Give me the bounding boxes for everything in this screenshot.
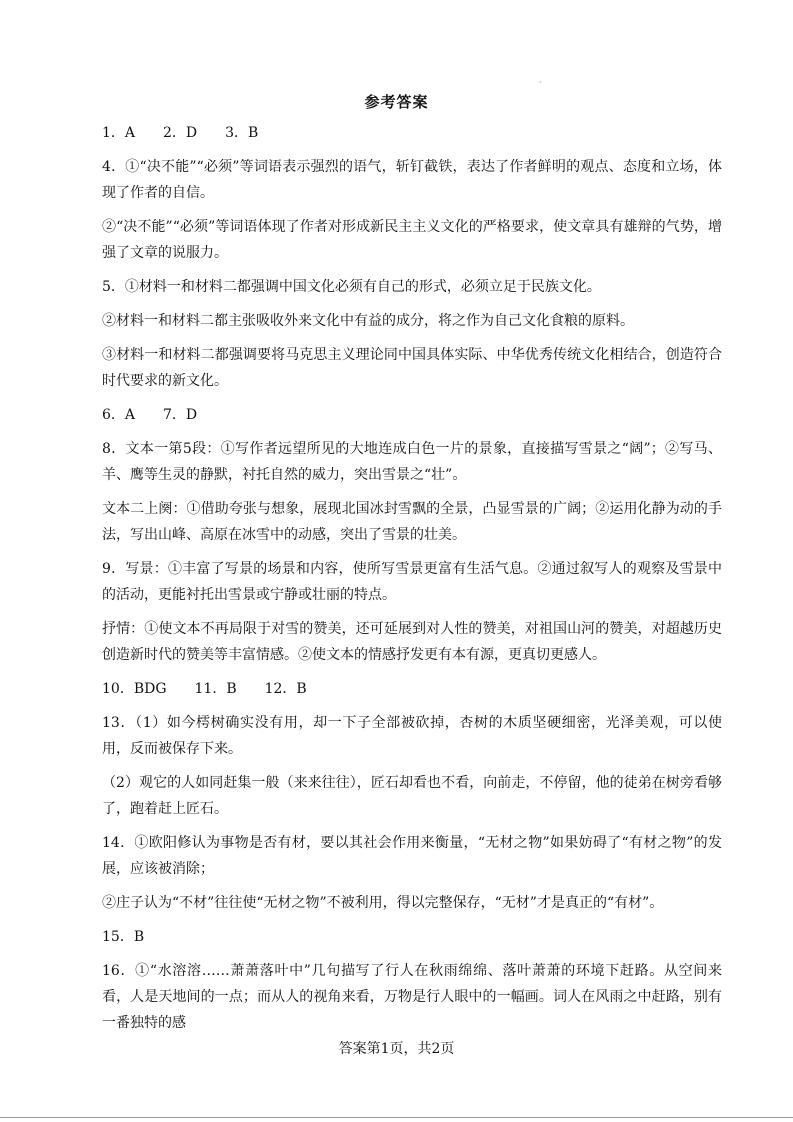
- answer-line-10-12: 10．BDG 11．B 12．B: [102, 681, 307, 697]
- answer-16-part-1: 16．①“水溶溶……萧萧落叶中”几句描写了行人在秋雨绵绵、落叶萧萧的环境下赶路。从空间来看，人是天地间的一点；而从人的视角来看，万物是行人眼中的一幅画。词人在风雨之中赶路，别有一番独特的感: [102, 963, 722, 1031]
- answer-13-part-1: 13．（1）如今樗树确实没有用，却一下子全部被砍掉，杏树的木质坚硬细密，光泽美观，可以使用，反而被保存下来。: [102, 715, 722, 757]
- answer-14-part-1: 14．①欧阳修认为事物是否有材，要以其社会作用来衡量，“无材之物”如果妨碍了“有材之物”的发展，应该被消除；: [102, 835, 722, 877]
- answer-8-text-1: 8．文本一第5段：①写作者远望所见的大地连成白色一片的景象，直接描写雪景之“阔”；②写马、羊、鹰等生灵的静默，衬托自然的威力，突出雪景之“壮”。: [102, 441, 722, 483]
- answer-15: 15．B: [102, 929, 145, 945]
- page-title: 参考答案: [364, 93, 429, 111]
- answer-5-part-1: 5．①材料一和材料二都强调中国文化必须有自己的形式，必须立足于民族文化。: [102, 279, 601, 295]
- answer-5-part-2: ②材料一和材料二都主张吸收外来文化中有益的成分，将之作为自己文化食粮的原料。: [102, 313, 634, 329]
- answer-13-part-2: （2）观它的人如同赶集一般（来来往往），匠石却看也不看，向前走，不停留，他的徒弟在树旁看够了，跑着赶上匠石。: [102, 775, 722, 817]
- answer-4-part-1: 4．①“决不能”“必须”等词语表示强烈的语气，斩钉截铁，表达了作者鲜明的观点、态度和立场，体现了作者的自信。: [102, 159, 722, 201]
- answer-14-part-2: ②庄子认为“不材”往往使“无材之物”不被利用，得以完整保存，“无材”才是真正的“有材”。: [102, 895, 664, 911]
- answer-9-emotion: 抒情：①使文本不再局限于对雪的赞美，还可延展到对人性的赞美，对祖国山河的赞美，对超越历史创造新时代的赞美等丰富情感。②使文本的情感抒发更有本有源，更真切更感人。: [102, 621, 722, 663]
- answer-content: [102, 120, 722, 1044]
- page-mark: ·: [539, 78, 542, 87]
- page-footer: 答案第1页，共2页: [338, 1041, 455, 1057]
- answer-5-part-3: ③材料一和材料二都强调要将马克思主义理论同中国具体实际、中华优秀传统文化相结合，创造符合时代要求的新文化。: [102, 347, 722, 389]
- bottom-divider: [0, 1117, 793, 1118]
- answer-line-6-7: 6．A 7．D: [102, 407, 198, 423]
- answer-9-scenery: 9．写景：①丰富了写景的场景和内容，使所写雪景更富有生活气息。②通过叙写人的观察及雪景中的活动，更能衬托出雪景或宁静或壮丽的特点。: [102, 561, 722, 603]
- answer-8-text-2: 文本二上阕：①借助夸张与想象，展现北国冰封雪飘的全景，凸显雪景的广阔；②运用化静为动的手法，写出山峰、高原在冰雪中的动感，突出了雪景的壮美。: [102, 501, 722, 543]
- answer-4-part-2: ②“决不能”“必须”等词语体现了作者对形成新民主主义文化的严格要求，使文章具有雄辩的气势，增强了文章的说服力。: [102, 219, 722, 261]
- answer-line-1-3: 1．A 2．D 3．B: [102, 125, 259, 141]
